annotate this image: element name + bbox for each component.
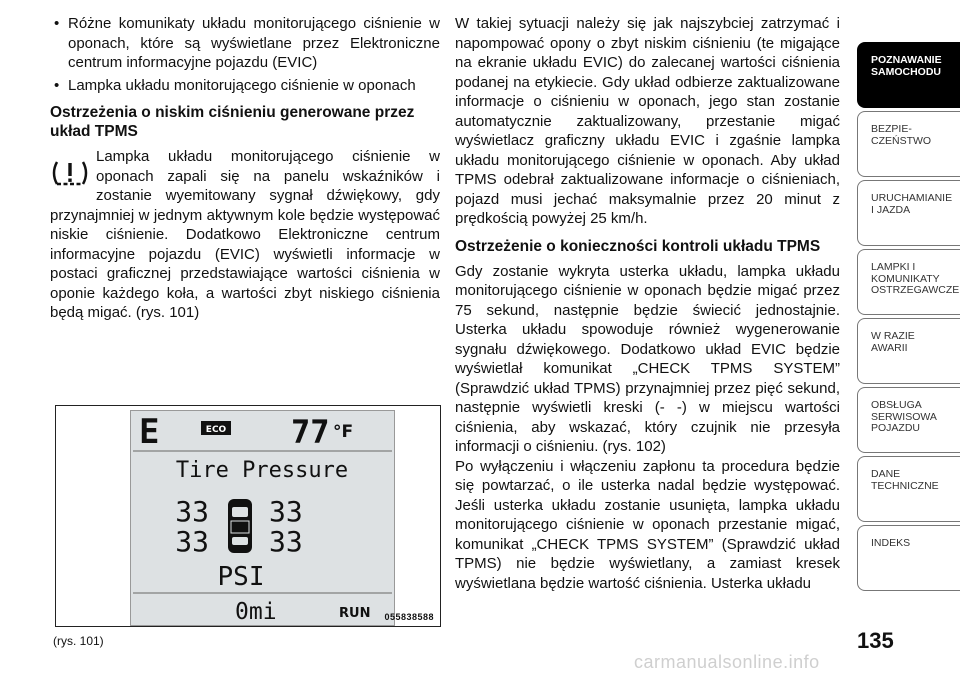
pressure-unit: PSI <box>217 562 265 592</box>
section-heading-tpms-check: Ostrzeżenie o konieczności kontroli układu TPMS <box>455 237 821 255</box>
front-left-pressure: 33 <box>175 495 209 528</box>
tab-poznawanie-samochodu[interactable]: POZNAWANIE SAMOCHODU <box>857 42 960 108</box>
tab-bezpieczenstwo[interactable]: BEZPIE- CZEŃSTWO <box>857 111 960 177</box>
chapter-tabs <box>857 0 960 678</box>
odometer-value: 0mi <box>235 599 277 625</box>
tab-obsluga-serwisowa[interactable]: OBSŁUGA SERWISOWA POJAZDU <box>857 387 960 453</box>
watermark: carmanualsonline.info <box>634 652 820 672</box>
temperature-unit: °F <box>333 422 354 442</box>
vehicle-top-view-icon <box>228 499 252 553</box>
tire-pressure-warning-icon <box>50 153 90 193</box>
rear-left-pressure: 33 <box>175 525 209 558</box>
bullet-item: • Różne komunikaty układu monitorującego ciśnienie w oponach, które są wyświetlane przez Elektroniczne centrum informacyjne pojazdu (EVIC) <box>50 14 440 73</box>
temperature-value: 77 <box>291 413 330 451</box>
paragraph-stop-and-inflate: W takiej sytuacji należy się jak najszybciej zatrzymać i napompować opony o zbyt niskim ciśnieniu (te migające na ekranie układu EVIC) do zalecanej wartości ciśnienia podanej na etykiecie. Gdy układ odbierze zaktualizowane informacje o ciśnieniu w oponach, jego stan zostanie automatycznie zaktualizowany, przestanie migać wyświetlacz graficzny układu EVIC i zgaśnie lampka układu monitorującego ciśnienie w oponach. Aby układ TPMS odebrał zaktualizowane informacje o ciśnieniach, pojazd musi jechać maksymalnie przez 20 minut z prędkością powyżej 25 km/h. <box>455 15 840 227</box>
figure-code: 055838588 <box>384 612 434 622</box>
compass-heading: E <box>139 412 160 452</box>
front-right-pressure: 33 <box>269 495 303 528</box>
page-number: 135 <box>857 628 894 653</box>
paragraph-system-fault: Gdy zostanie wykryta usterka układu, lampka układu monitorującego ciśnienie w oponach będzie migać przez 75 sekund, następnie będzie świecić jednostajnie. Usterka układu spowoduje również wygenerowanie sygnału dźwiękowego. Dodatkowo układ EVIC będzie wyświetlał komunikat „CHECK TPMS SYSTEM” (Sprawdzić układ TPMS) przynajmniej przez pięć sekund, następnie wyświetli kreski (- -) w miejscu wartości ciśnienia, aby wskazać, który czujnik nie przesyła informacji o ciśnieniu. (rys. 102) <box>455 262 840 455</box>
paragraph-ignition-cycle: Po wyłączeniu i włączeniu zapłonu ta procedura będzie się powtarzać, o ile usterka nadal będzie występować. Jeśli usterka układu zostanie usunięta, lampka układu monitorującego ciśnienie w oponach przestanie migać, komunikat „CHECK TPMS SYSTEM” (Sprawdzić układ TPMS) nie będzie wyświetlany, a zamiast kresek wyświetlana będzie wartość ciśnienia. Usterka układu <box>455 457 840 592</box>
tab-indeks[interactable]: INDEKS <box>857 525 960 591</box>
tab-uruchamianie-i-jazda[interactable]: URUCHAMIANIE I JAZDA <box>857 180 960 246</box>
rear-right-pressure: 33 <box>269 525 303 558</box>
eco-label: ECO <box>205 425 227 435</box>
figure-evic-tire-pressure <box>55 405 441 627</box>
left-column <box>50 14 440 323</box>
run-indicator: RUN <box>339 606 371 621</box>
section-heading-low-pressure: Ostrzeżenia o niskim ciśnieniu generowane przez układ TPMS <box>50 104 415 140</box>
figure-caption: (rys. 101) <box>53 634 104 648</box>
tab-lampki-i-komunikaty[interactable]: LAMPKI I KOMUNIKATY OSTRZEGAWCZE <box>857 249 960 315</box>
right-column <box>455 14 840 593</box>
tab-dane-techniczne[interactable]: DANE TECHNICZNE <box>857 456 960 522</box>
low-pressure-paragraph: Lampka układu monitorującego ciśnienie w oponach zapali się na panelu wskaźników i zostanie wyemitowany sygnał dźwiękowy, gdy przynajmniej w jednym aktywnym kole będzie występować niskie ciśnienie. Dodatkowo Elektroniczne centrum informacyjne pojazdu (EVIC) wyświetli informacje w postaci graficznej przedstawiające wartości ciśnienia w oponie każdego koła, a wartości zbyt niskiego ciśnienia będą migać. (rys. 101) <box>50 148 440 321</box>
evic-display <box>130 410 395 626</box>
tab-w-razie-awarii[interactable]: W RAZIE AWARII <box>857 318 960 384</box>
screen-title: Tire Pressure <box>175 458 349 483</box>
warning-block <box>50 147 440 323</box>
bullet-item: • Lampka układu monitorującego ciśnienie w oponach <box>50 76 440 96</box>
